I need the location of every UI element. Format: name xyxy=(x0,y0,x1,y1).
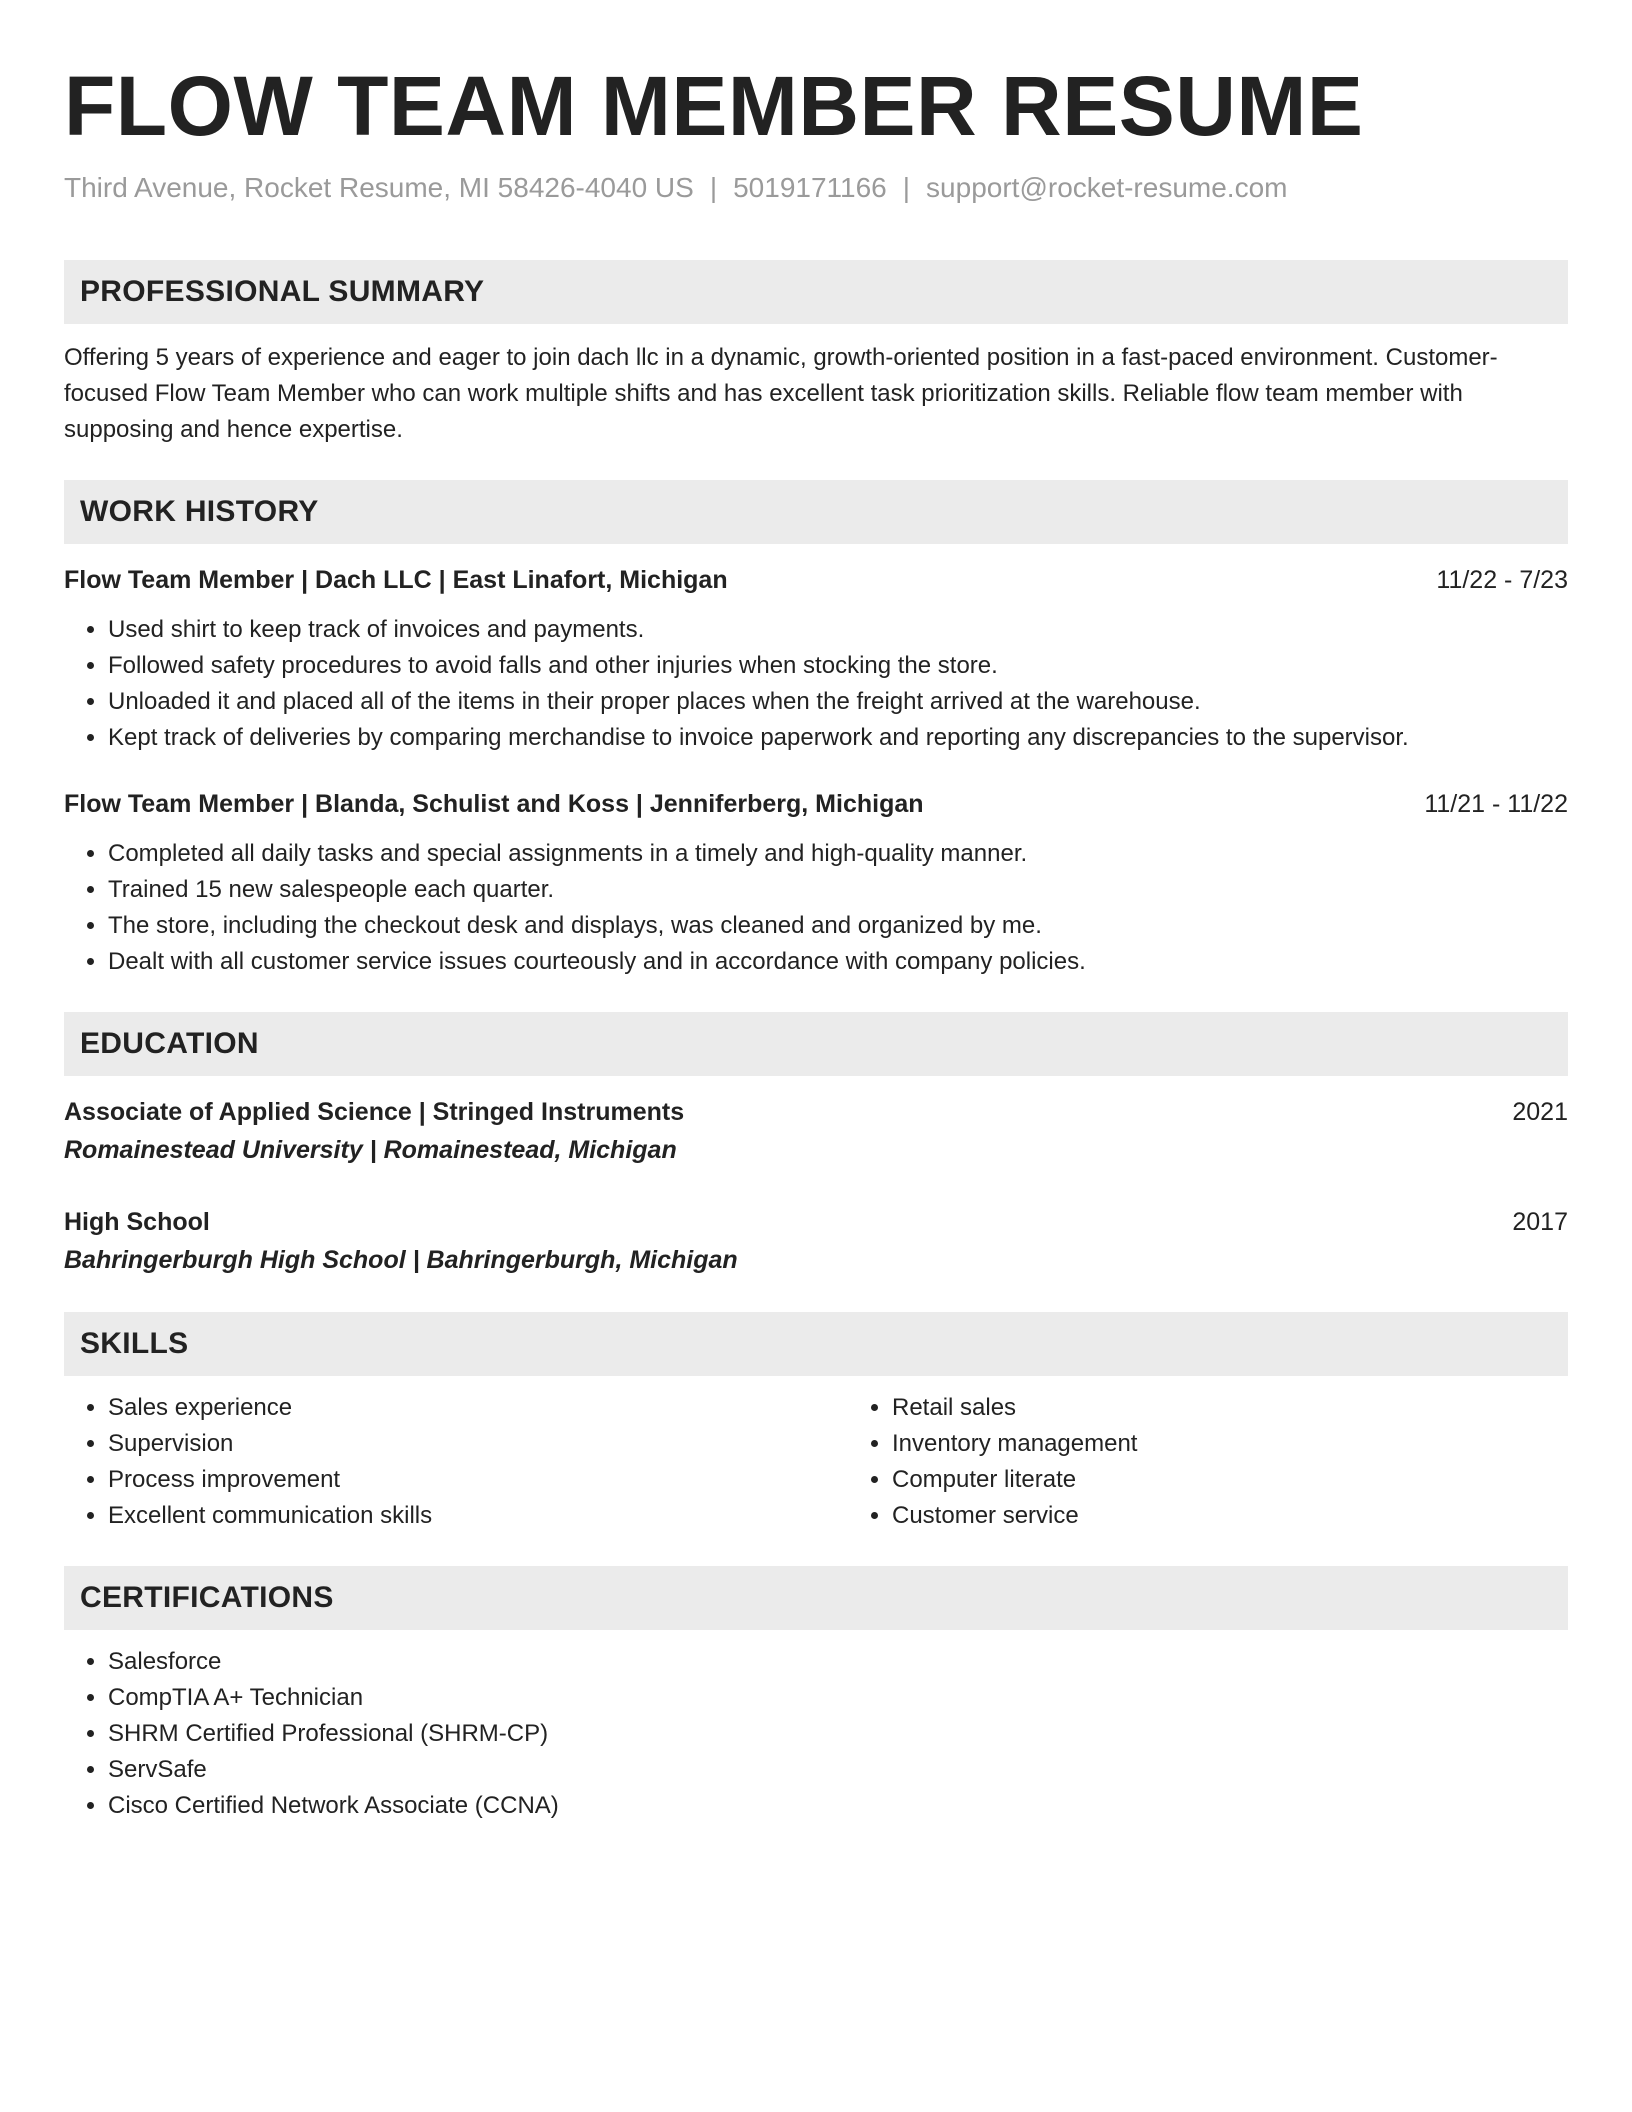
job-dates: 11/21 - 11/22 xyxy=(1424,790,1568,818)
skill-item: • Sales experience xyxy=(108,1390,848,1426)
contact-separator: | xyxy=(709,172,718,203)
education-entry xyxy=(64,1204,1568,1280)
job-bullet: • Completed all daily tasks and special assignments in a timely and high-quality manner. xyxy=(108,836,1568,872)
job-title: Flow Team Member | Blanda, Schulist and Koss | Jenniferberg, Michigan xyxy=(64,790,924,818)
job-title: Flow Team Member | Dach LLC | East Linafort, Michigan xyxy=(64,566,728,594)
education-header xyxy=(64,1204,1568,1240)
job-bullets xyxy=(64,836,1568,980)
contact-address: Third Avenue, Rocket Resume, MI 58426-4040 US xyxy=(64,172,694,203)
section-header-work-history: WORK HISTORY xyxy=(64,480,1568,544)
section-header-education: EDUCATION xyxy=(64,1012,1568,1076)
job-dates: 11/22 - 7/23 xyxy=(1436,566,1568,594)
resume-title: FLOW TEAM MEMBER RESUME xyxy=(64,59,1364,153)
education-degree: Associate of Applied Science | Stringed Instruments xyxy=(64,1098,685,1126)
skill-item: • Process improvement xyxy=(108,1462,848,1498)
job-header xyxy=(64,562,1568,598)
skills-columns xyxy=(64,1390,1568,1534)
certification-item: • SHRM Certified Professional (SHRM-CP) xyxy=(108,1716,1568,1752)
certifications-list xyxy=(64,1644,1568,1824)
job-bullets xyxy=(64,612,1568,756)
job-entry xyxy=(64,786,1568,980)
skill-item: • Supervision xyxy=(108,1426,848,1462)
skill-item: • Inventory management xyxy=(892,1426,1137,1462)
contact-email: support@rocket-resume.com xyxy=(926,172,1288,203)
skill-item: • Excellent communication skills xyxy=(108,1498,848,1534)
education-entry xyxy=(64,1094,1568,1170)
section-header-certifications: CERTIFICATIONS xyxy=(64,1566,1568,1630)
section-header-skills: SKILLS xyxy=(64,1312,1568,1376)
job-header xyxy=(64,786,1568,822)
job-entry xyxy=(64,562,1568,756)
job-bullet: • Kept track of deliveries by comparing merchandise to invoice paperwork and reporting any discrepancies to the supervisor. xyxy=(108,720,1568,756)
job-bullet: • Unloaded it and placed all of the items in their proper places when the freight arrived at the warehouse. xyxy=(108,684,1568,720)
skill-item: • Computer literate xyxy=(892,1462,1137,1498)
job-bullet: • Used shirt to keep track of invoices and payments. xyxy=(108,612,1568,648)
contact-line xyxy=(64,170,1568,206)
certification-item: • ServSafe xyxy=(108,1752,1568,1788)
skills-list-left xyxy=(64,1390,848,1534)
skill-item: • Retail sales xyxy=(892,1390,1137,1426)
summary-text: Offering 5 years of experience and eager to join dach llc in a dynamic, growth-oriented position in a fast-paced environment. Customer-focused Flow Team Member who can work multiple shifts and has excellent task prioritization skills. Reliable flow team member with supposing and hence expertise. xyxy=(64,344,1498,443)
certification-item: • Salesforce xyxy=(108,1644,1568,1680)
education-school: Bahringerburgh High School | Bahringerburgh, Michigan xyxy=(64,1246,738,1274)
skill-item: • Customer service xyxy=(892,1498,1137,1534)
job-bullet: • Followed safety procedures to avoid falls and other injuries when stocking the store. xyxy=(108,648,1568,684)
job-bullet: • Dealt with all customer service issues courteously and in accordance with company policies. xyxy=(108,944,1568,980)
certification-item: • CompTIA A+ Technician xyxy=(108,1680,1568,1716)
section-header-summary: PROFESSIONAL SUMMARY xyxy=(64,260,1568,324)
education-degree: High School xyxy=(64,1208,210,1236)
contact-phone: 5019171166 xyxy=(733,172,887,203)
education-year: 2017 xyxy=(1512,1208,1568,1236)
education-school: Romainestead University | Romainestead, Michigan xyxy=(64,1136,677,1164)
job-bullet: • Trained 15 new salespeople each quarter. xyxy=(108,872,1568,908)
education-year: 2021 xyxy=(1512,1098,1568,1126)
education-header xyxy=(64,1094,1568,1130)
contact-separator: | xyxy=(902,172,911,203)
certification-item: • Cisco Certified Network Associate (CCNA) xyxy=(108,1788,1568,1824)
skills-list-right xyxy=(848,1390,1137,1534)
job-bullet: • The store, including the checkout desk and displays, was cleaned and organized by me. xyxy=(108,908,1568,944)
